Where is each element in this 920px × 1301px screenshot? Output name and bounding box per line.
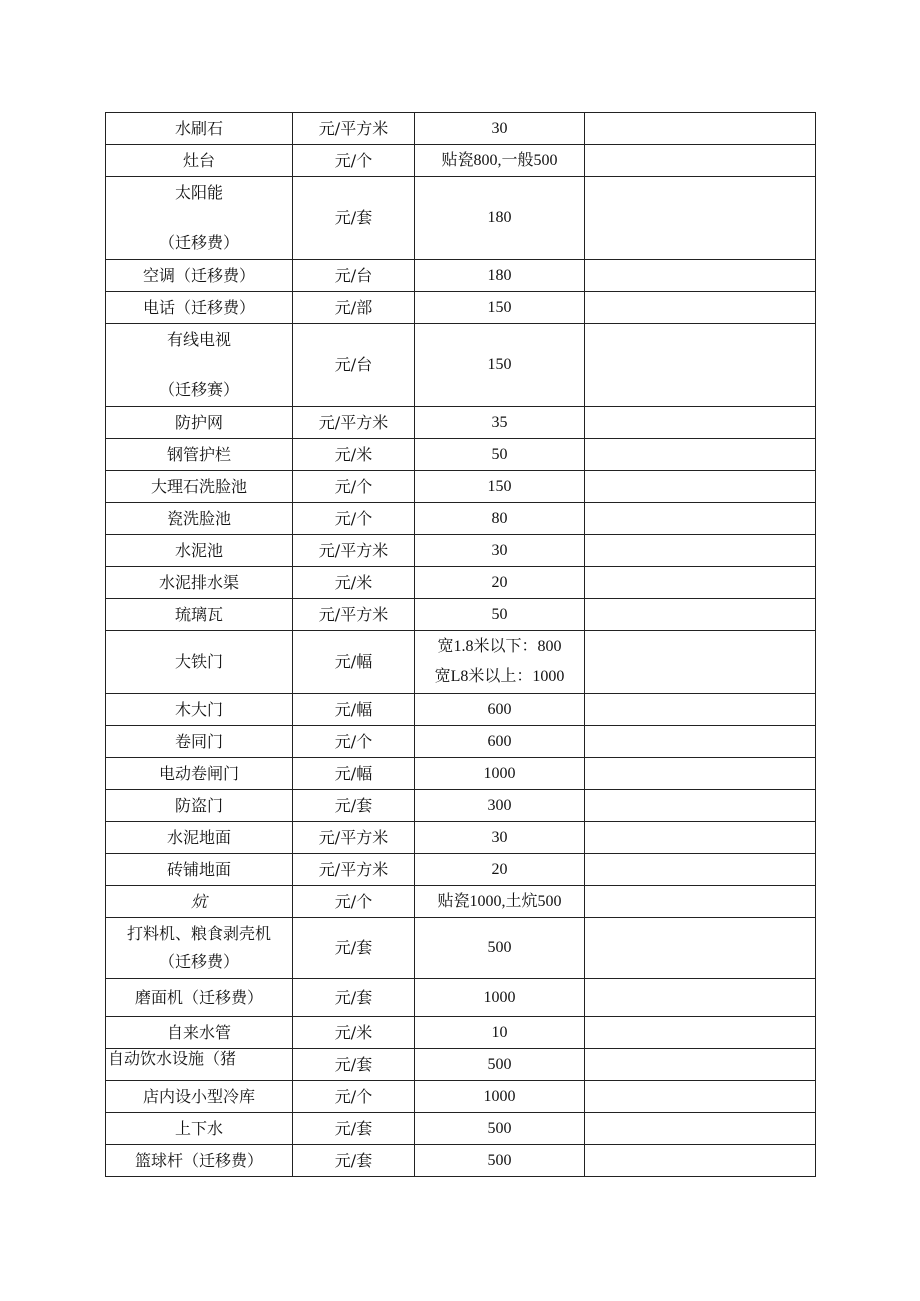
unit-cell: 元/个 [293, 886, 415, 918]
price-cell: 300 [415, 790, 585, 822]
unit-cell: 元/套 [293, 1145, 415, 1177]
table-body [106, 113, 816, 1177]
table-row [106, 599, 816, 631]
note-cell [585, 471, 816, 503]
table-row [106, 292, 816, 324]
note-cell [585, 567, 816, 599]
item-line: 有线电视 [166, 330, 231, 349]
item-cell: 水刷石 [106, 113, 293, 145]
table-row [106, 631, 816, 694]
note-cell [585, 979, 816, 1017]
table-row [106, 503, 816, 535]
table-row [106, 324, 816, 407]
table-row [106, 1017, 816, 1049]
table-row [106, 1049, 816, 1081]
price-cell: 150 [415, 471, 585, 503]
item-line: 打料机、粮食剥壳机 [126, 924, 271, 943]
price-cell: 150 [415, 324, 585, 407]
price-cell: 30 [415, 822, 585, 854]
item-cell: 上下水 [106, 1113, 293, 1145]
unit-cell: 元/幅 [293, 694, 415, 726]
price-cell: 50 [415, 599, 585, 631]
unit-cell: 元/米 [293, 567, 415, 599]
price-cell: 1000 [415, 1081, 585, 1113]
note-cell [585, 694, 816, 726]
table-row [106, 260, 816, 292]
item-cell: 水泥地面 [106, 822, 293, 854]
item-cell: 磨面机（迁移费） [106, 979, 293, 1017]
unit-cell: 元/个 [293, 726, 415, 758]
unit-cell: 元/米 [293, 439, 415, 471]
note-cell [585, 439, 816, 471]
unit-cell: 元/平方米 [293, 113, 415, 145]
item-cell [106, 177, 293, 260]
item-cell: 篮球杆（迁移费） [106, 1145, 293, 1177]
item-cell: 店内设小型冷库 [106, 1081, 293, 1113]
price-cell: 20 [415, 854, 585, 886]
unit-cell: 元/个 [293, 503, 415, 535]
item-cell: 防护网 [106, 407, 293, 439]
price-cell: 1000 [415, 979, 585, 1017]
price-cell: 500 [415, 1145, 585, 1177]
table-row [106, 113, 816, 145]
price-cell: 180 [415, 260, 585, 292]
unit-cell: 元/部 [293, 292, 415, 324]
table-row [106, 854, 816, 886]
unit-cell: 元/台 [293, 324, 415, 407]
unit-cell: 元/套 [293, 979, 415, 1017]
item-line: 太阳能 [174, 183, 223, 202]
note-cell [585, 407, 816, 439]
unit-cell: 元/套 [293, 177, 415, 260]
table-row [106, 407, 816, 439]
price-line: 宽1.8米以下：800 [437, 638, 562, 655]
note-cell [585, 177, 816, 260]
table-row [106, 535, 816, 567]
note-cell [585, 790, 816, 822]
table-row [106, 567, 816, 599]
unit-cell: 元/平方米 [293, 854, 415, 886]
unit-cell: 元/套 [293, 1049, 415, 1081]
price-cell [415, 631, 585, 694]
table-row [106, 1113, 816, 1145]
item-cell: 电话（迁移费） [106, 292, 293, 324]
price-cell: 贴瓷1000,土炕500 [415, 886, 585, 918]
price-line: 宽L8米以上：1000 [434, 668, 565, 685]
table-row [106, 918, 816, 979]
item-cell: 空调（迁移费） [106, 260, 293, 292]
item-cell: 木大门 [106, 694, 293, 726]
price-cell: 50 [415, 439, 585, 471]
table-row [106, 471, 816, 503]
item-cell: 炕 [106, 886, 293, 918]
price-cell: 20 [415, 567, 585, 599]
note-cell [585, 758, 816, 790]
note-cell [585, 1017, 816, 1049]
note-cell [585, 503, 816, 535]
table-row [106, 439, 816, 471]
note-cell [585, 113, 816, 145]
item-cell: 自来水管 [106, 1017, 293, 1049]
note-cell [585, 292, 816, 324]
item-cell [106, 324, 293, 407]
note-cell [585, 1113, 816, 1145]
unit-cell: 元/幅 [293, 758, 415, 790]
note-cell [585, 1145, 816, 1177]
item-cell: 防盗门 [106, 790, 293, 822]
item-cell: 大理石洗脸池 [106, 471, 293, 503]
price-cell: 600 [415, 694, 585, 726]
unit-cell: 元/平方米 [293, 599, 415, 631]
unit-cell: 元/台 [293, 260, 415, 292]
unit-cell: 元/套 [293, 1113, 415, 1145]
item-clipped-text: 自动饮水设施（猪 [108, 1049, 237, 1068]
note-cell [585, 886, 816, 918]
unit-cell: 元/平方米 [293, 535, 415, 567]
item-cell: 瓷洗脸池 [106, 503, 293, 535]
table-row [106, 790, 816, 822]
unit-cell: 元/套 [293, 790, 415, 822]
item-cell: 大铁门 [106, 631, 293, 694]
price-cell: 贴瓷800,一般500 [415, 145, 585, 177]
item-line: （迁移费） [158, 952, 239, 971]
price-cell: 10 [415, 1017, 585, 1049]
unit-cell: 元/米 [293, 1017, 415, 1049]
note-cell [585, 599, 816, 631]
price-cell: 80 [415, 503, 585, 535]
note-cell [585, 324, 816, 407]
price-cell: 500 [415, 918, 585, 979]
note-cell [585, 631, 816, 694]
price-cell: 500 [415, 1049, 585, 1081]
note-cell [585, 822, 816, 854]
item-cell [106, 918, 293, 979]
price-cell: 35 [415, 407, 585, 439]
price-cell: 180 [415, 177, 585, 260]
table-row [106, 726, 816, 758]
price-cell: 30 [415, 535, 585, 567]
table-row [106, 1145, 816, 1177]
note-cell [585, 918, 816, 979]
item-cell [106, 1049, 293, 1081]
price-cell: 30 [415, 113, 585, 145]
table-row [106, 979, 816, 1017]
item-cell: 砖铺地面 [106, 854, 293, 886]
table-row [106, 758, 816, 790]
item-line: （迁移赛） [158, 380, 239, 399]
table-row [106, 694, 816, 726]
unit-cell: 元/平方米 [293, 407, 415, 439]
price-cell: 1000 [415, 758, 585, 790]
price-cell: 500 [415, 1113, 585, 1145]
note-cell [585, 726, 816, 758]
item-cell: 水泥排水渠 [106, 567, 293, 599]
note-cell [585, 854, 816, 886]
note-cell [585, 535, 816, 567]
table-row [106, 1081, 816, 1113]
note-cell [585, 260, 816, 292]
unit-cell: 元/个 [293, 1081, 415, 1113]
unit-cell: 元/套 [293, 918, 415, 979]
price-cell: 150 [415, 292, 585, 324]
unit-cell: 元/幅 [293, 631, 415, 694]
item-cell: 电动卷闸门 [106, 758, 293, 790]
item-cell: 钢管护栏 [106, 439, 293, 471]
unit-cell: 元/个 [293, 145, 415, 177]
table-row [106, 886, 816, 918]
item-cell: 灶台 [106, 145, 293, 177]
unit-cell: 元/平方米 [293, 822, 415, 854]
note-cell [585, 1049, 816, 1081]
item-cell: 琉璃瓦 [106, 599, 293, 631]
note-cell [585, 145, 816, 177]
item-cell: 卷同门 [106, 726, 293, 758]
item-line: （迁移费） [158, 233, 239, 252]
unit-cell: 元/个 [293, 471, 415, 503]
item-cell: 水泥池 [106, 535, 293, 567]
note-cell [585, 1081, 816, 1113]
table-row [106, 822, 816, 854]
table-row [106, 177, 816, 260]
price-cell: 600 [415, 726, 585, 758]
table-row [106, 145, 816, 177]
compensation-price-table [105, 112, 816, 1177]
